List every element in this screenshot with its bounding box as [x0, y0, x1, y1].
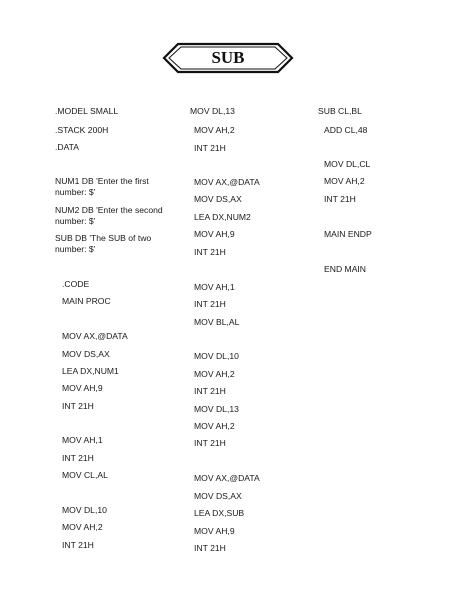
code-line: MOV AX,@DATA	[194, 177, 260, 187]
code-line: NUM2 DB 'Enter the second number: $'	[55, 205, 163, 226]
code-line: MAIN PROC	[62, 296, 111, 306]
code-line: MOV AX,@DATA	[194, 473, 260, 483]
code-line: MOV DS,AX	[194, 194, 242, 204]
code-line: MOV AH,9	[194, 229, 235, 239]
code-line: MOV DS,AX	[62, 349, 110, 359]
code-line: MOV DL,10	[194, 351, 239, 361]
code-line: LEA DX,SUB	[194, 508, 245, 518]
code-line: INT 21H	[62, 453, 94, 463]
code-line: INT 21H	[194, 299, 226, 309]
code-line: NUM1 DB 'Enter the first number: $'	[55, 176, 149, 197]
code-line: INT 21H	[324, 194, 356, 204]
code-line: .STACK 200H	[55, 125, 109, 135]
code-line: LEA DX,NUM2	[194, 212, 251, 222]
code-line: MOV AH,2	[62, 522, 103, 532]
code-line: INT 21H	[194, 543, 226, 553]
code-line: MOV BL,AL	[194, 317, 240, 327]
code-line: MOV AH,2	[194, 125, 235, 135]
code-line: MOV DL,13	[194, 404, 239, 414]
code-line: MOV DL,CL	[324, 159, 371, 169]
code-line: ADD CL,48	[324, 125, 368, 135]
code-line: INT 21H	[62, 401, 94, 411]
code-line: INT 21H	[194, 143, 226, 153]
code-line: END MAIN	[324, 264, 367, 274]
code-line: INT 21H	[62, 540, 94, 550]
code-line: MOV AH,9	[62, 383, 103, 393]
code-line: INT 21H	[194, 386, 226, 396]
code-line: MOV AH,2	[194, 369, 235, 379]
code-line: .DATA	[55, 142, 80, 152]
code-line: LEA DX,NUM1	[62, 366, 119, 376]
code-line: MOV DL,13	[190, 106, 235, 116]
code-line: INT 21H	[194, 438, 226, 448]
code-line: SUB CL,BL	[318, 106, 362, 116]
code-line: MOV DL,10	[62, 505, 107, 515]
page-title: SUB	[211, 48, 245, 67]
code-line: MOV CL,AL	[62, 470, 108, 480]
title-banner	[162, 42, 294, 74]
code-line: .CODE	[62, 279, 90, 289]
code-line: MOV DS,AX	[194, 491, 242, 501]
code-line: MOV AH,9	[194, 526, 235, 536]
code-line: MOV AH,2	[194, 421, 235, 431]
code-line: SUB DB 'The SUB of two number: $'	[55, 233, 152, 254]
code-line: MOV AH,1	[194, 282, 235, 292]
code-line: MAIN ENDP	[324, 229, 372, 239]
code-line: MOV AX,@DATA	[62, 331, 128, 341]
code-line: MOV AH,1	[62, 435, 103, 445]
code-line: MOV AH,2	[324, 176, 365, 186]
code-line: .MODEL SMALL	[55, 106, 119, 116]
code-line: INT 21H	[194, 247, 226, 257]
